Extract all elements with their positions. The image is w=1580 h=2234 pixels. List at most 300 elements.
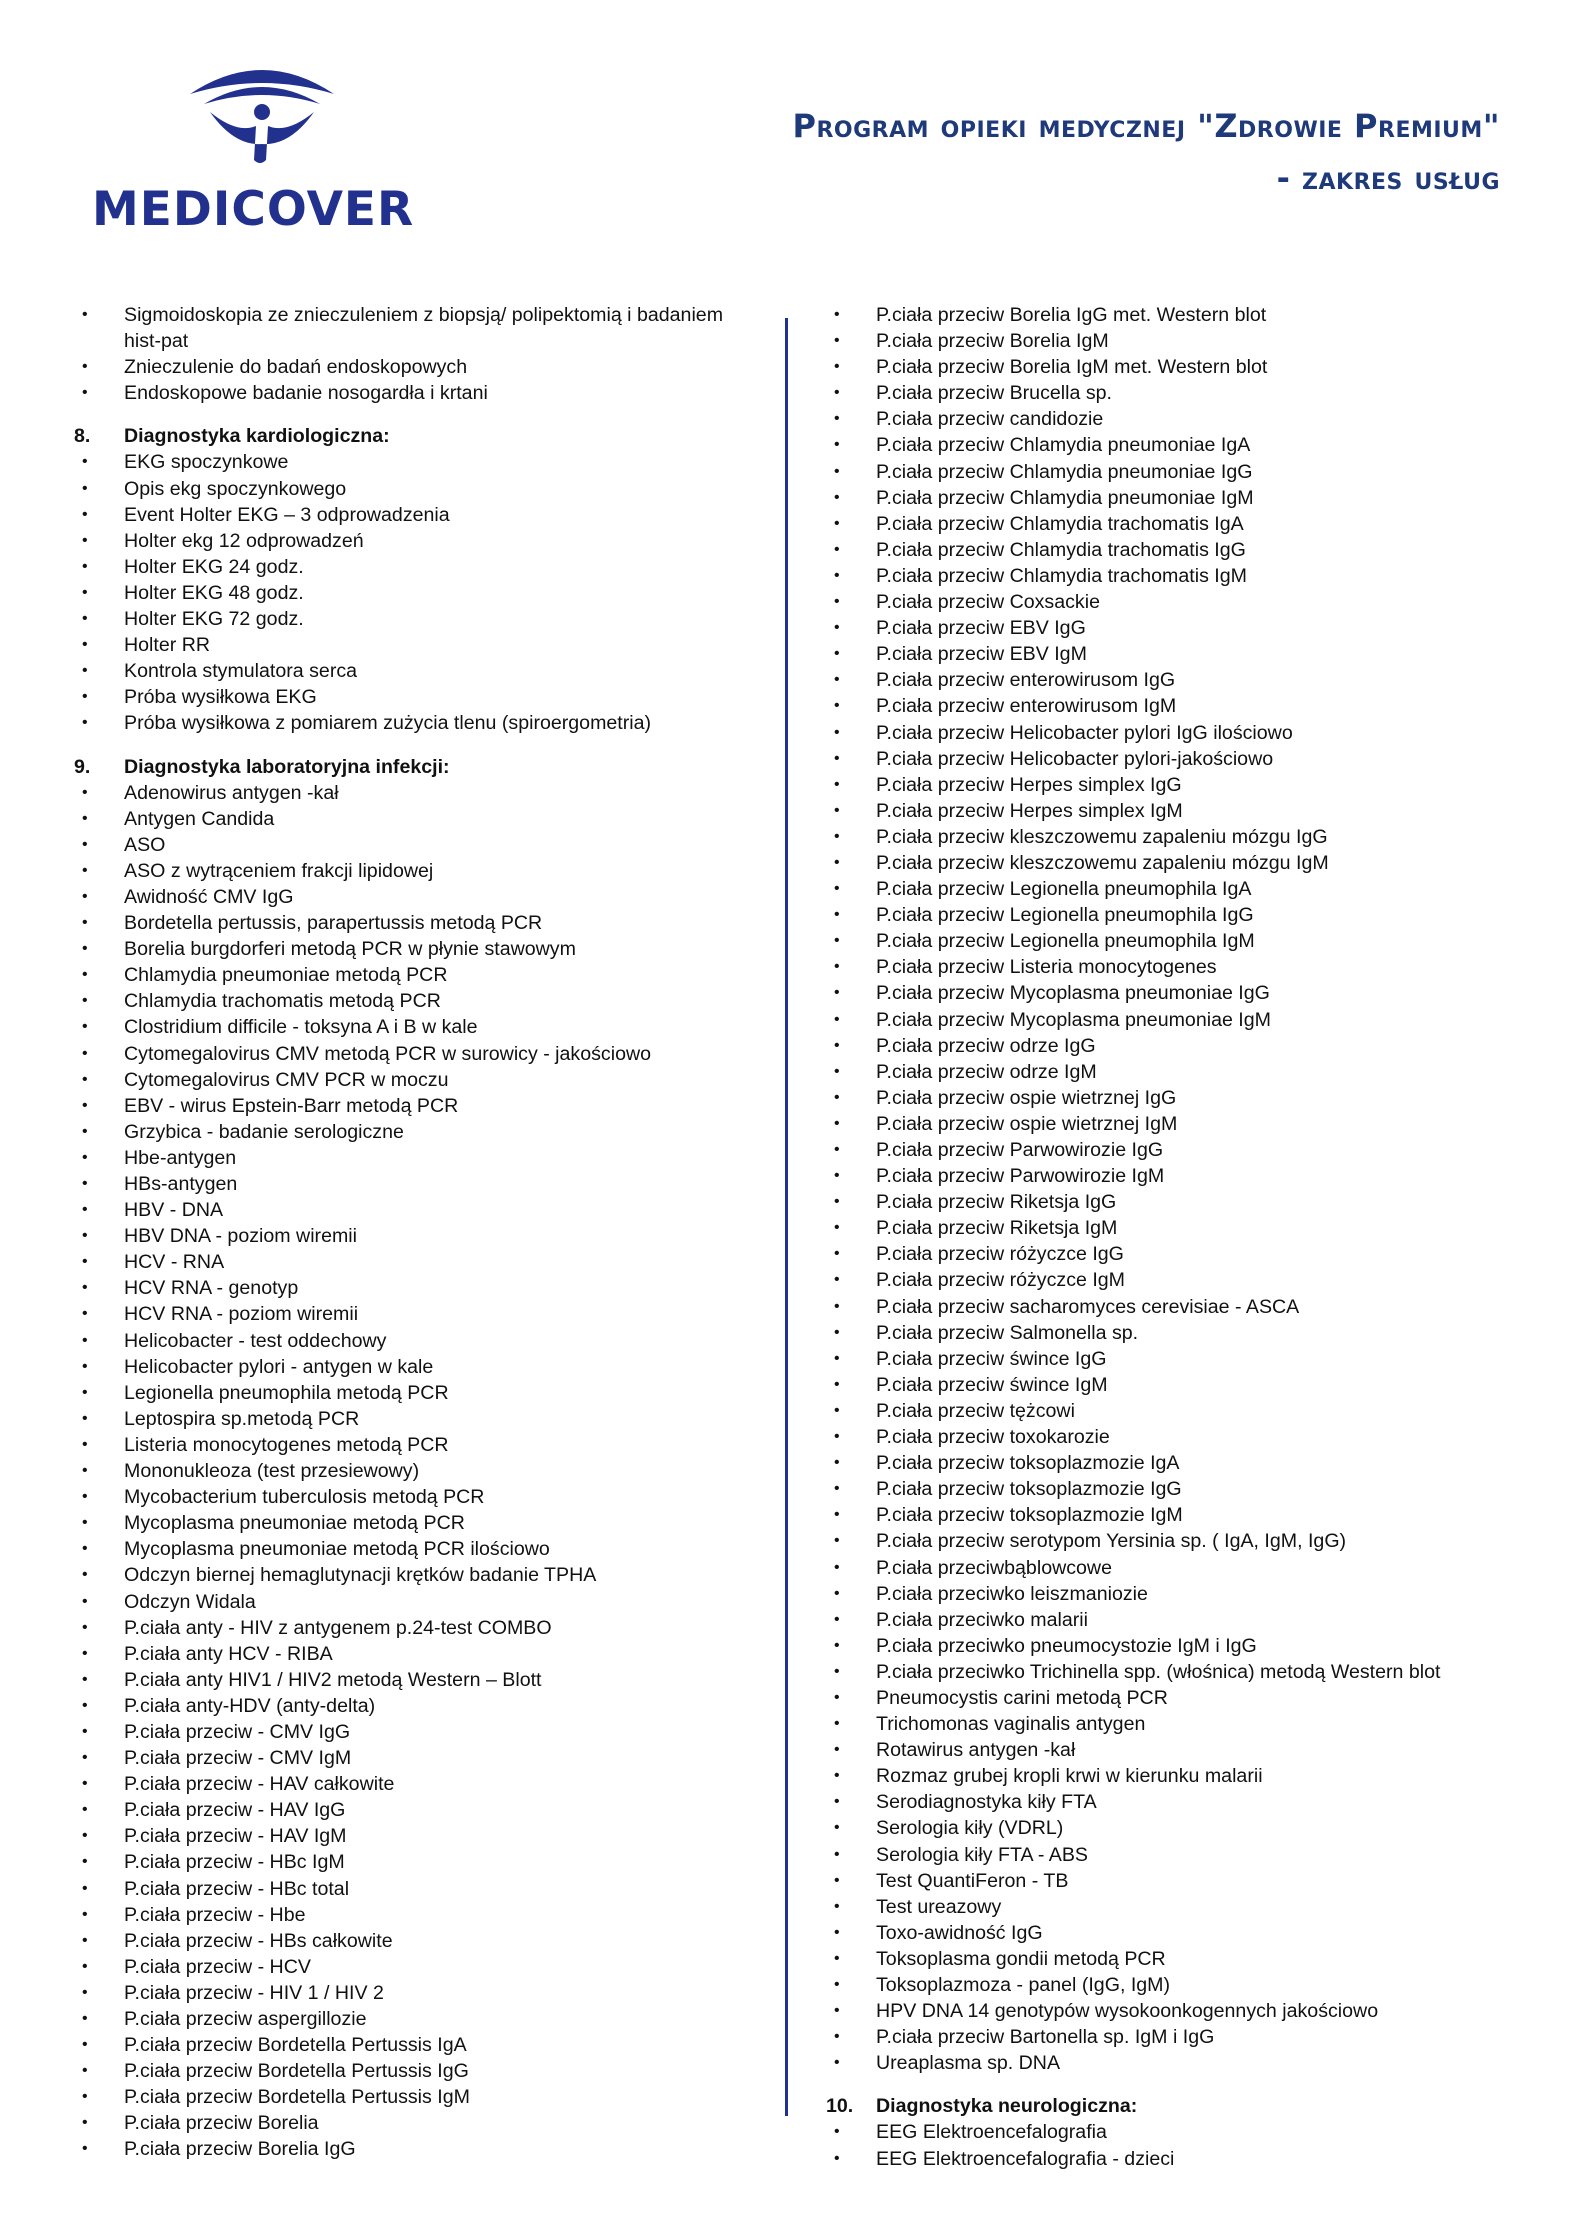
list-item-text: P.ciała przeciw EBV IgM (876, 643, 1087, 666)
list-item (74, 1849, 764, 1875)
list-item (74, 2032, 764, 2058)
bullet-icon: • (82, 1462, 88, 1480)
list-item-text: P.ciała przeciw Chlamydia pneumoniae IgM (876, 486, 1254, 509)
list-item (74, 1536, 764, 1562)
list-item (74, 502, 764, 528)
list-item-text: P.ciała przeciwko Trichinella spp. (włośnica) metodą Western blot (876, 1660, 1441, 1683)
list-item-text: Kontrola stymulatora serca (124, 660, 358, 683)
list-item-text: Test ureazowy (876, 1895, 1002, 1918)
bullet-icon: • (82, 306, 88, 323)
bullet-icon: • (834, 1088, 840, 1106)
bullet-icon: • (82, 940, 88, 958)
bullet-icon: • (834, 1219, 840, 1237)
bullet-icon: • (82, 610, 88, 628)
bullet-icon: • (82, 1931, 88, 1949)
list-item (74, 1902, 764, 1928)
bullet-icon: • (834, 1454, 840, 1472)
list-item-text: Bordetella pertussis, parapertussis metodą PCR (124, 912, 543, 935)
list-item-text: P.ciała przeciw Riketsja IgG (876, 1191, 1117, 1214)
list-item (74, 476, 764, 502)
list-item-text: P.ciała przeciw - HIV 1 / HIV 2 (124, 1981, 384, 2004)
bullet-icon: • (82, 1514, 88, 1532)
list-item (826, 1659, 1526, 1685)
list-item-text: Mononukleoza (test przesiewowy) (124, 1460, 420, 1483)
list-item-text: P.ciała przeciw Salmonella sp. (876, 1321, 1139, 1344)
bullet-icon: • (82, 1409, 88, 1427)
list-item (826, 1346, 1526, 1372)
list-item-text: P.ciała przeciw toxokarozie (876, 1426, 1110, 1449)
list-item (74, 1510, 764, 1536)
list-item (826, 485, 1526, 511)
list-item (74, 1797, 764, 1823)
list-item (826, 1007, 1526, 1033)
list-item-text: P.ciała przeciw - CMV IgM (124, 1747, 352, 1770)
bullet-icon: • (82, 1827, 88, 1845)
bullet-icon: • (82, 1305, 88, 1323)
bullet-icon: • (834, 410, 840, 428)
bullet-icon: • (82, 2140, 88, 2158)
list-item-text: P.ciała przeciw Helicobacter pylori IgG ilościowo (876, 721, 1293, 744)
list-item-text: P.ciała przeciw Borelia IgG (124, 2138, 356, 2161)
section-number: 10. (826, 2095, 854, 2118)
list-item (74, 554, 764, 580)
list-item-text: P.ciała przeciw Bartonella sp. IgM i IgG (876, 2026, 1215, 2049)
left-column (74, 302, 764, 2163)
bullet-icon: • (834, 1636, 840, 1654)
bullet-icon: • (82, 1566, 88, 1584)
bullet-icon: • (834, 1558, 840, 1576)
bullet-icon: • (834, 1897, 840, 1915)
bullet-icon: • (82, 1853, 88, 1871)
bullet-icon: • (834, 1793, 840, 1811)
bullet-icon: • (82, 1044, 88, 1062)
list-item-text: Próba wysiłkowa z pomiarem zużycia tlenu (spiroergometria) (124, 712, 652, 735)
list-item-text: Holter RR (124, 634, 211, 657)
bullet-icon: • (82, 861, 88, 879)
bullet-icon: • (834, 984, 840, 1002)
list-item-text: Sigmoidoskopia ze znieczuleniem z biopsją/ polipektomią i badaniem hist-pat (124, 304, 724, 353)
list-item-text: Holter EKG 48 godz. (124, 581, 304, 604)
list-item-text: Antygen Candida (124, 807, 275, 830)
list-item (826, 746, 1526, 772)
list-item (74, 684, 764, 710)
list-item-text: P.ciała przeciw Bordetella Pertussis IgA (124, 2034, 467, 2057)
list-item (826, 1033, 1526, 1059)
list-item (826, 302, 1526, 328)
list-item (826, 824, 1526, 850)
bullet-icon: • (82, 531, 88, 549)
list-item-text: HCV RNA - poziom wiremii (124, 1303, 359, 1326)
bullet-icon: • (834, 1271, 840, 1289)
bullet-icon: • (834, 1741, 840, 1759)
bullet-icon: • (82, 1201, 88, 1219)
bullet-icon: • (834, 1871, 840, 1889)
list-item-text: Serologia kiły (VDRL) (876, 1817, 1064, 1840)
list-item (74, 1275, 764, 1301)
bullet-icon: • (834, 2149, 840, 2167)
list-item (826, 1476, 1526, 1502)
list-item (826, 1059, 1526, 1085)
list-item (74, 2110, 764, 2136)
list-item (74, 1249, 764, 1275)
bullet-icon: • (834, 436, 840, 454)
list-item-text: P.ciała przeciw Bordetella Pertussis IgG (124, 2060, 469, 2083)
bullet-icon: • (82, 1435, 88, 1453)
bullet-icon: • (834, 827, 840, 845)
list-item (74, 780, 764, 806)
bullet-icon: • (834, 488, 840, 506)
list-item-text: P.ciała przeciw toksoplazmozie IgA (876, 1452, 1180, 1475)
list-item-text: Odczyn biernej hemaglutynacji krętków badanie TPHA (124, 1564, 597, 1587)
list-item-text: HBs-antygen (124, 1173, 238, 1195)
bullet-icon: • (82, 1905, 88, 1923)
list-item (74, 910, 764, 936)
bullet-icon: • (834, 958, 840, 976)
list-item-text: Adenowirus antygen -kał (124, 781, 339, 804)
list-item (826, 1502, 1526, 1528)
bullet-icon: • (834, 1349, 840, 1367)
bullet-icon: • (834, 619, 840, 637)
list-item (826, 1450, 1526, 1476)
list-item (74, 1380, 764, 1406)
list-item-text: P.ciała przeciw Parwowirozie IgG (876, 1139, 1164, 1161)
list-item (74, 1667, 764, 1693)
list-item-text: P.ciała przeciw sacharomyces cerevisiae - ASCA (876, 1295, 1300, 1318)
list-item-text: Pneumocystis carini metodą PCR (876, 1686, 1168, 1709)
list-item (826, 2024, 1526, 2050)
list-item (74, 1171, 764, 1197)
list-item-text: P.ciała przeciw - HBc total (124, 1877, 350, 1900)
list-item-text: Chlamydia trachomatis metodą PCR (124, 990, 441, 1013)
list-item (826, 1789, 1526, 1815)
bullet-icon: • (834, 1323, 840, 1341)
list-item (74, 449, 764, 475)
bullet-icon: • (834, 358, 840, 376)
list-item (74, 1432, 764, 1458)
bullet-icon: • (82, 1879, 88, 1897)
list-item (826, 1137, 1526, 1163)
list-item-text: EBV - wirus Epstein-Barr metodą PCR (124, 1094, 459, 1117)
list-item-text: EEG Elektroencefalografia - dzieci (876, 2147, 1175, 2170)
bullet-icon: • (834, 1819, 840, 1837)
list-item-text: P.ciała przeciw Borelia (124, 2112, 319, 2135)
bullet-icon: • (82, 714, 88, 732)
list-item-text: P.ciała przeciw Bordetella Pertussis IgM (124, 2086, 470, 2109)
section-heading (826, 2093, 1526, 2119)
list-item (826, 1528, 1526, 1554)
list-item-text: P.ciała anty HIV1 / HIV2 metodą Western – Blott (124, 1668, 542, 1691)
list-item-text: Cytomegalovirus CMV PCR w moczu (124, 1068, 449, 1091)
bullet-icon: • (834, 2028, 840, 2046)
section-heading (74, 754, 764, 780)
list-item-text: P.ciała przeciw Coxsackie (876, 591, 1100, 614)
list-item (74, 632, 764, 658)
list-item-text: Listeria monocytogenes metodą PCR (124, 1433, 449, 1456)
list-item-text: P.ciała przeciw Herpes simplex IgM (876, 799, 1183, 822)
list-item-text: Opis ekg spoczynkowego (124, 477, 347, 500)
bullet-icon: • (834, 514, 840, 532)
list-item-text: P.ciała przeciwko pneumocystozie IgM i IgG (876, 1634, 1257, 1657)
list-item-text: P.ciała przeciw Borelia IgG met. Western blot (876, 304, 1267, 326)
bullet-icon: • (82, 1096, 88, 1114)
list-item (826, 2050, 1526, 2076)
bullet-icon: • (82, 384, 88, 402)
bullet-icon: • (834, 332, 840, 350)
bullet-icon: • (834, 1506, 840, 1524)
bullet-icon: • (834, 1923, 840, 1941)
bullet-icon: • (82, 1175, 88, 1192)
list-item-text: P.ciała przeciw kleszczowemu zapaleniu mózgu IgG (876, 825, 1328, 848)
bullet-icon: • (82, 1122, 88, 1140)
bullet-icon: • (834, 593, 840, 611)
list-item (74, 2006, 764, 2032)
list-item (826, 432, 1526, 458)
bullet-icon: • (82, 1592, 88, 1610)
list-item (74, 1589, 764, 1615)
list-item (74, 302, 764, 354)
list-item-text: P.ciała przeciw serotypom Yersinia sp. ( IgA, IgM, IgG) (876, 1530, 1347, 1553)
list-item (826, 380, 1526, 406)
bullet-icon: • (834, 775, 840, 793)
list-item-text: P.ciała anty HCV - RIBA (124, 1642, 333, 1665)
list-item (826, 1972, 1526, 1998)
list-item-text: P.ciała przeciw Borelia IgM met. Western blot (876, 356, 1268, 379)
bullet-icon: • (834, 1375, 840, 1393)
list-item (826, 1842, 1526, 1868)
bullet-icon: • (82, 1148, 88, 1166)
list-item (74, 1980, 764, 2006)
list-item (74, 988, 764, 1014)
bullet-icon: • (82, 2114, 88, 2132)
list-item-text: Event Holter EKG – 3 odprowadzenia (124, 503, 450, 526)
list-item-text: P.ciała przeciw Mycoplasma pneumoniae IgM (876, 1008, 1271, 1031)
list-item (826, 328, 1526, 354)
list-item-text: Clostridium difficile - toksyna A i B w kale (124, 1016, 478, 1039)
list-item (74, 1615, 764, 1641)
list-item-text: Helicobacter - test oddechowy (124, 1329, 387, 1352)
bullet-icon: • (82, 453, 88, 471)
right-column (826, 302, 1526, 2172)
list-item-text: P.ciała przeciw EBV IgG (876, 617, 1086, 640)
list-item-text: P.ciała przeciw aspergillozie (124, 2008, 367, 2030)
bullet-icon: • (82, 1383, 88, 1401)
list-item (74, 806, 764, 832)
bullet-icon: • (82, 1957, 88, 1975)
list-item (74, 1928, 764, 1954)
list-item-text: P.ciała przeciw candidozie (876, 408, 1104, 431)
bullet-icon: • (834, 1584, 840, 1602)
list-item (826, 1998, 1526, 2024)
list-item (74, 1041, 764, 1067)
bullet-icon: • (82, 1018, 88, 1036)
list-item (74, 1823, 764, 1849)
bullet-icon: • (82, 809, 88, 827)
bullet-icon: • (834, 880, 840, 898)
bullet-icon: • (82, 1253, 88, 1271)
bullet-icon: • (82, 914, 88, 932)
list-item (74, 1745, 764, 1771)
list-item (826, 928, 1526, 954)
list-item-text: P.ciała przeciw Chlamydia trachomatis IgM (876, 564, 1247, 587)
list-item (74, 1693, 764, 1719)
list-item (826, 459, 1526, 485)
list-item (74, 1354, 764, 1380)
list-item-text: Znieczulenie do badań endoskopowych (124, 356, 468, 379)
bullet-icon: • (834, 1767, 840, 1785)
bullet-icon: • (82, 505, 88, 523)
list-item (826, 563, 1526, 589)
bullet-icon: • (834, 1715, 840, 1733)
list-item-text: Odczyn Widala (124, 1590, 256, 1613)
list-item-text: HBV - DNA (124, 1199, 224, 1222)
bullet-icon: • (82, 1670, 88, 1688)
list-item (74, 1771, 764, 1797)
list-item-text: P.ciała przeciw ospie wietrznej IgG (876, 1086, 1177, 1109)
bullet-icon: • (82, 557, 88, 575)
bullet-icon: • (834, 306, 840, 323)
list-item (74, 1458, 764, 1484)
list-item-text: P.ciała anty - HIV z antygenem p.24-test COMBO (124, 1616, 552, 1639)
list-item (826, 537, 1526, 563)
list-item (826, 1424, 1526, 1450)
column-divider (785, 318, 788, 2116)
list-item (826, 1633, 1526, 1659)
list-item-text: P.ciała przeciw Chlamydia pneumoniae IgG (876, 460, 1253, 483)
list-item (74, 2084, 764, 2110)
list-item-text: P.ciała przeciw różyczce IgM (876, 1269, 1125, 1292)
list-item-text: Cytomegalovirus CMV metodą PCR w surowicy - jakościowo (124, 1042, 652, 1065)
list-item (826, 1894, 1526, 1920)
list-item-text: Mycoplasma pneumoniae metodą PCR ilościowo (124, 1538, 550, 1561)
list-item (74, 1093, 764, 1119)
list-item-text: Leptospira sp.metodą PCR (124, 1407, 360, 1430)
list-item-text: Holter ekg 12 odprowadzeń (124, 529, 364, 552)
bullet-icon: • (834, 1480, 840, 1498)
bullet-icon: • (82, 358, 88, 376)
list-item-text: EEG Elektroencefalografia (876, 2121, 1107, 2144)
list-item-text: Rotawirus antygen -kał (876, 1739, 1076, 1762)
bullet-icon: • (834, 1010, 840, 1028)
list-item (826, 954, 1526, 980)
list-item-text: P.ciała przeciw - HBc IgM (124, 1851, 345, 1874)
list-item-text: Mycobacterium tuberculosis metodą PCR (124, 1486, 485, 1509)
bullet-icon: • (834, 566, 840, 584)
list-item-text: Hbe-antygen (124, 1146, 237, 1169)
list-item (74, 1145, 764, 1171)
list-item (74, 354, 764, 380)
list-item-text: HPV DNA 14 genotypów wysokoonkogennych jakościowo (876, 2000, 1379, 2023)
list-item-text: P.ciała przeciw Brucella sp. (876, 382, 1112, 405)
list-item (826, 1685, 1526, 1711)
bullet-icon: • (834, 1141, 840, 1158)
list-item-text: Mycoplasma pneumoniae metodą PCR (124, 1512, 465, 1535)
bullet-icon: • (834, 749, 840, 767)
list-item (74, 858, 764, 884)
list-item-text: HCV - RNA (124, 1251, 225, 1274)
section-number: 8. (74, 425, 91, 448)
list-item (826, 1920, 1526, 1946)
list-item-text: P.ciała przeciw - HAV IgM (124, 1825, 347, 1848)
list-item-text: P.ciała przeciw - CMV IgG (124, 1720, 351, 1743)
list-item-text: Serologia kiły FTA - ABS (876, 1843, 1088, 1866)
list-item (826, 2146, 1526, 2172)
list-item-text: Toksoplazmoza - panel (IgG, IgM) (876, 1974, 1171, 1996)
bullet-icon: • (82, 1644, 88, 1662)
list-item-text: Ureaplasma sp. DNA (876, 2052, 1061, 2075)
list-item (826, 1763, 1526, 1789)
list-item-text: EKG spoczynkowe (124, 451, 289, 474)
list-item-text: P.ciała przeciw - HCV (124, 1955, 311, 1978)
list-item (826, 1607, 1526, 1633)
page-title-line-1: Program opieki medycznej "Zdrowie Premium" (792, 107, 1500, 145)
bullet-icon: • (834, 1976, 840, 1993)
bullet-icon: • (834, 462, 840, 480)
list-item-text: P.ciała przeciw - HBs całkowite (124, 1929, 393, 1952)
list-item-text: Toksoplasma gondii metodą PCR (876, 1947, 1166, 1970)
list-item-text: P.ciała przeciw odrze IgM (876, 1060, 1097, 1083)
list-item-text: P.ciała przeciw Helicobacter pylori-jakościowo (876, 747, 1274, 770)
list-item (74, 1719, 764, 1745)
list-item-text: P.ciała przeciw Parwowirozie IgM (876, 1165, 1165, 1188)
list-item-text: P.ciała przeciw Legionella pneumophila IgM (876, 930, 1255, 953)
bullet-icon: • (834, 801, 840, 819)
list-item (826, 1163, 1526, 1189)
list-item (74, 1954, 764, 1980)
list-item (826, 2119, 1526, 2145)
section-heading (74, 423, 764, 449)
list-item-text: P.ciała przeciw Chlamydia trachomatis IgG (876, 538, 1246, 561)
list-item (826, 641, 1526, 667)
list-item-text: Rozmaz grubej kropli krwi w kierunku malarii (876, 1765, 1263, 1788)
list-item-text: HCV RNA - genotyp (124, 1277, 299, 1300)
list-item-text: P.ciała przeciw różyczce IgG (876, 1243, 1124, 1266)
section-title: Diagnostyka kardiologiczna: (124, 425, 390, 448)
list-item (74, 962, 764, 988)
list-item (74, 1119, 764, 1145)
bullet-icon: • (834, 2054, 840, 2072)
list-item-text: Chlamydia pneumoniae metodą PCR (124, 964, 448, 987)
list-item (826, 1868, 1526, 1894)
list-item (826, 1085, 1526, 1111)
bullet-icon: • (82, 1801, 88, 1819)
list-item (74, 1223, 764, 1249)
list-item-text: HBV DNA - poziom wiremii (124, 1225, 357, 1248)
bullet-icon: • (834, 906, 840, 924)
bullet-icon: • (834, 1062, 840, 1080)
list-item-text: P.ciała przeciw - HAV IgG (124, 1799, 346, 1822)
bullet-icon: • (834, 1949, 840, 1967)
list-item-text: Trichomonas vaginalis antygen (876, 1713, 1146, 1736)
list-item (74, 710, 764, 736)
bullet-icon: • (834, 2002, 840, 2020)
list-item (74, 1641, 764, 1667)
bullet-icon: • (82, 1357, 88, 1375)
list-item (74, 1067, 764, 1093)
list-item (826, 902, 1526, 928)
bullet-icon: • (82, 887, 88, 905)
list-item (826, 1815, 1526, 1841)
list-item-text: P.ciała przeciw enterowirusom IgG (876, 669, 1176, 692)
list-item (826, 1398, 1526, 1424)
page-title-line-2: - zakres usług (1276, 159, 1500, 197)
list-item-text: P.ciała przeciw kleszczowemu zapaleniu mózgu IgM (876, 851, 1329, 874)
list-item-text: P.ciała przeciw ospie wietrznej IgM (876, 1112, 1178, 1135)
list-item (826, 1581, 1526, 1607)
bullet-icon: • (834, 697, 840, 715)
medicover-logo (92, 64, 422, 237)
list-item (74, 832, 764, 858)
list-item-text: P.ciała przeciw Listeria monocytogenes (876, 956, 1217, 979)
